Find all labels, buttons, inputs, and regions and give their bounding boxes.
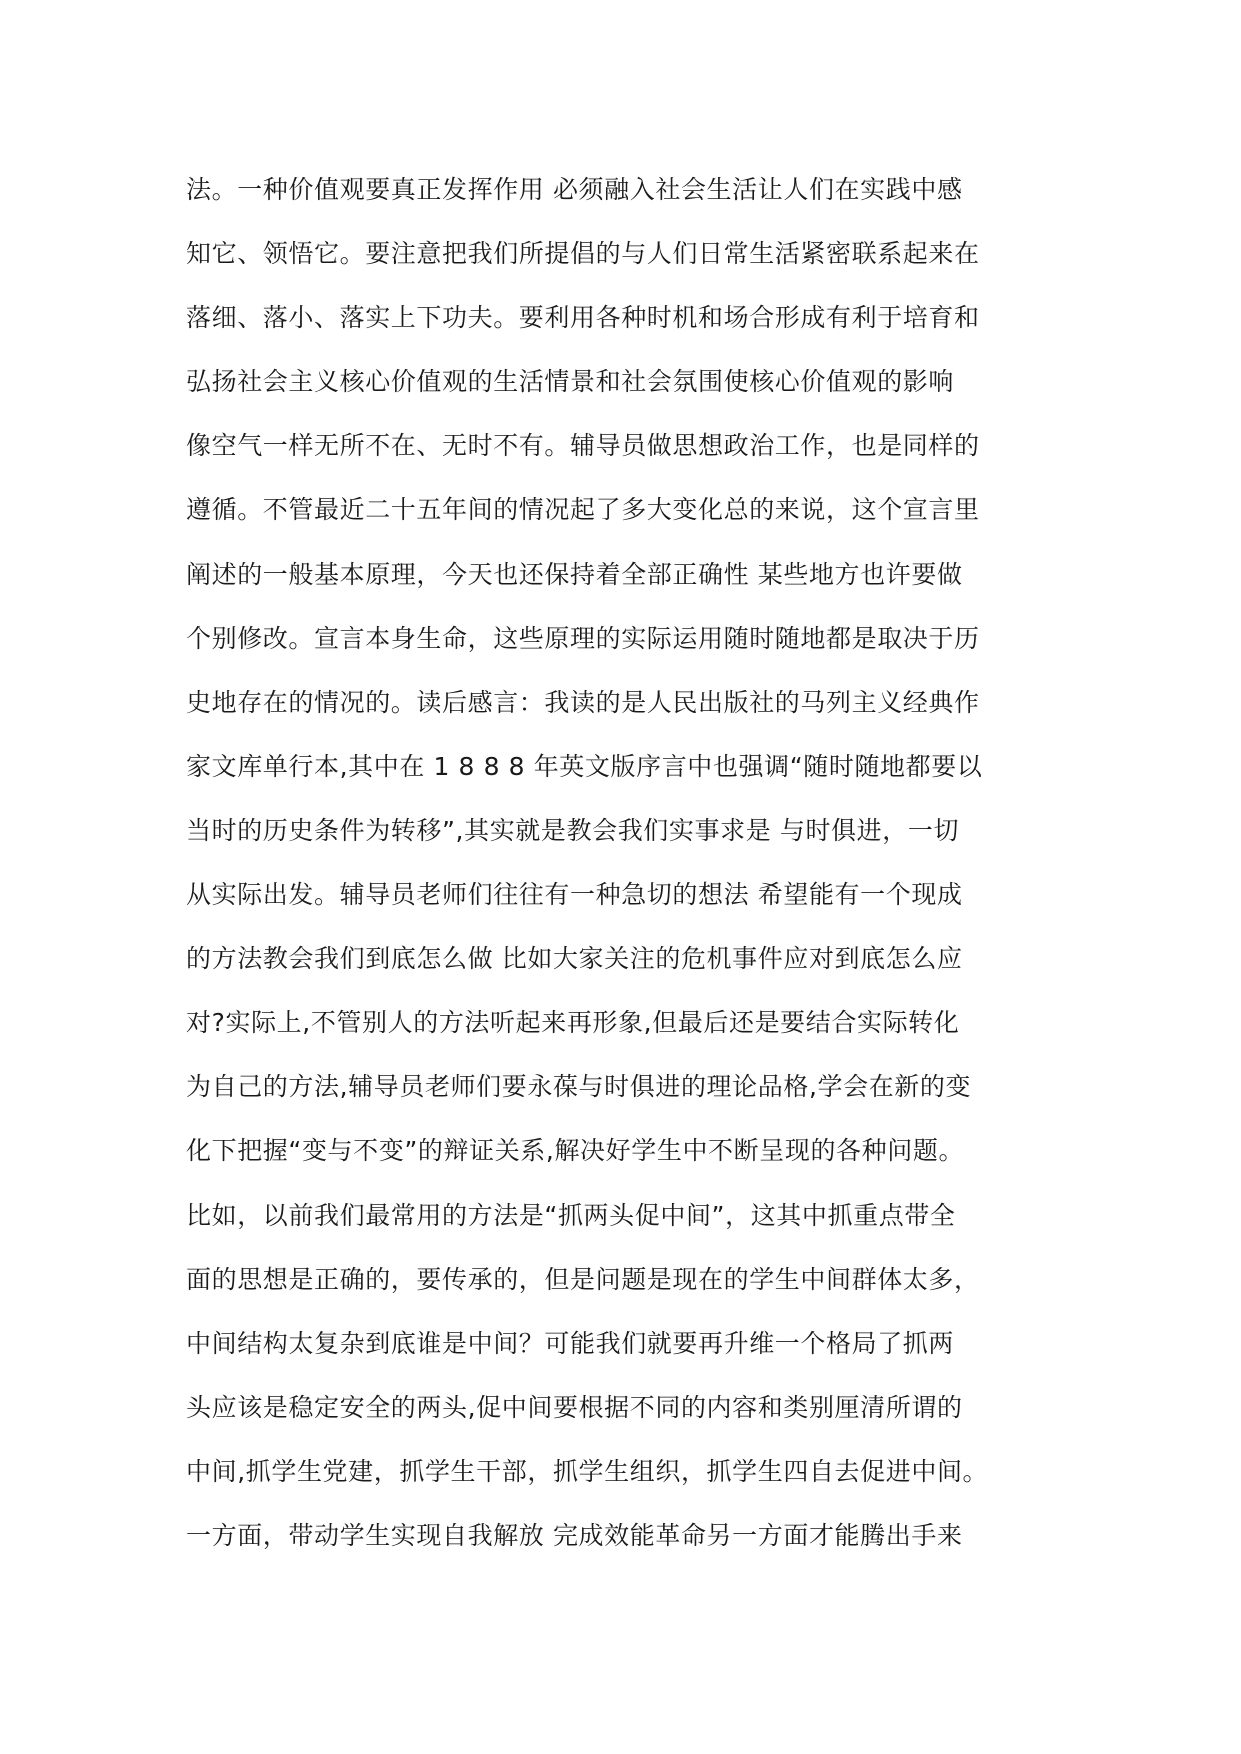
text-line: 知它、领悟它。要注意把我们所提倡的与人们日常生活紧密联系起来在 (186, 239, 980, 269)
text-line: 像空气一样无所不在、无时不有。辅导员做思想政治工作，也是同样的 (186, 431, 980, 461)
text-line: 阐述的一般基本原理，今天也还保持着全部正确性 某些地方也许要做 (186, 559, 963, 589)
text-line: 中间,抓学生党建，抓学生干部，抓学生组织，抓学生四自去促进中间。 (186, 1456, 989, 1486)
text-line: 对?实际上,不管别人的方法听起来再形象,但最后还是要结合实际转化 (186, 1008, 960, 1038)
text-line: 比如，以前我们最常用的方法是“抓两头促中间”，这其中抓重点带全 (186, 1200, 956, 1230)
text-line: 化下把握“变与不变”的辩证关系,解决好学生中不断呈现的各种问题。 (186, 1136, 965, 1166)
text-line: 个别修改。宣言本身生命，这些原理的实际运用随时随地都是取决于历 (186, 623, 980, 653)
body-text (186, 158, 1056, 1568)
text-line: 为自己的方法,辅导员老师们要永葆与时俱进的理论品格,学会在新的变 (186, 1072, 972, 1102)
text-line: 落细、落小、落实上下功夫。要利用各种时机和场合形成有利于培育和 (186, 303, 980, 333)
text-line: 法。一种价值观要真正发挥作用 必须融入社会生活让人们在实践中感 (186, 175, 963, 204)
text-line: 当时的历史条件为转移”,其实就是教会我们实事求是 与时俱进，一切 (186, 815, 960, 845)
text-line: 中间结构太复杂到底谁是中间？可能我们就要再升维一个格局了抓两 (186, 1328, 955, 1358)
text-line: 一方面，带动学生实现自我解放 完成效能革命另一方面才能腾出手来 (186, 1520, 963, 1550)
text-line: 遵循。不管最近二十五年间的情况起了多大变化总的来说，这个宣言里 (186, 495, 980, 525)
text-line: 头应该是稳定安全的两头,促中间要根据不同的内容和类别厘清所谓的 (186, 1392, 963, 1422)
text-line: 面的思想是正确的，要传承的，但是问题是现在的学生中间群体太多， (186, 1264, 980, 1294)
text-line: 的方法教会我们到底怎么做 比如大家关注的危机事件应对到底怎么应 (186, 944, 963, 974)
text-line: 家文库单行本,其中在 1 8 8 8 年英文版序言中也强调“随时随地都要以 (186, 751, 983, 781)
text-line: 弘扬社会主义核心价值观的生活情景和社会氛围使核心价值观的影响 (186, 367, 955, 397)
text-line: 从实际出发。辅导员老师们往往有一种急切的想法 希望能有一个现成 (186, 880, 963, 910)
text-line: 史地存在的情况的。读后感言：我读的是人民出版社的马列主义经典作 (186, 687, 980, 717)
